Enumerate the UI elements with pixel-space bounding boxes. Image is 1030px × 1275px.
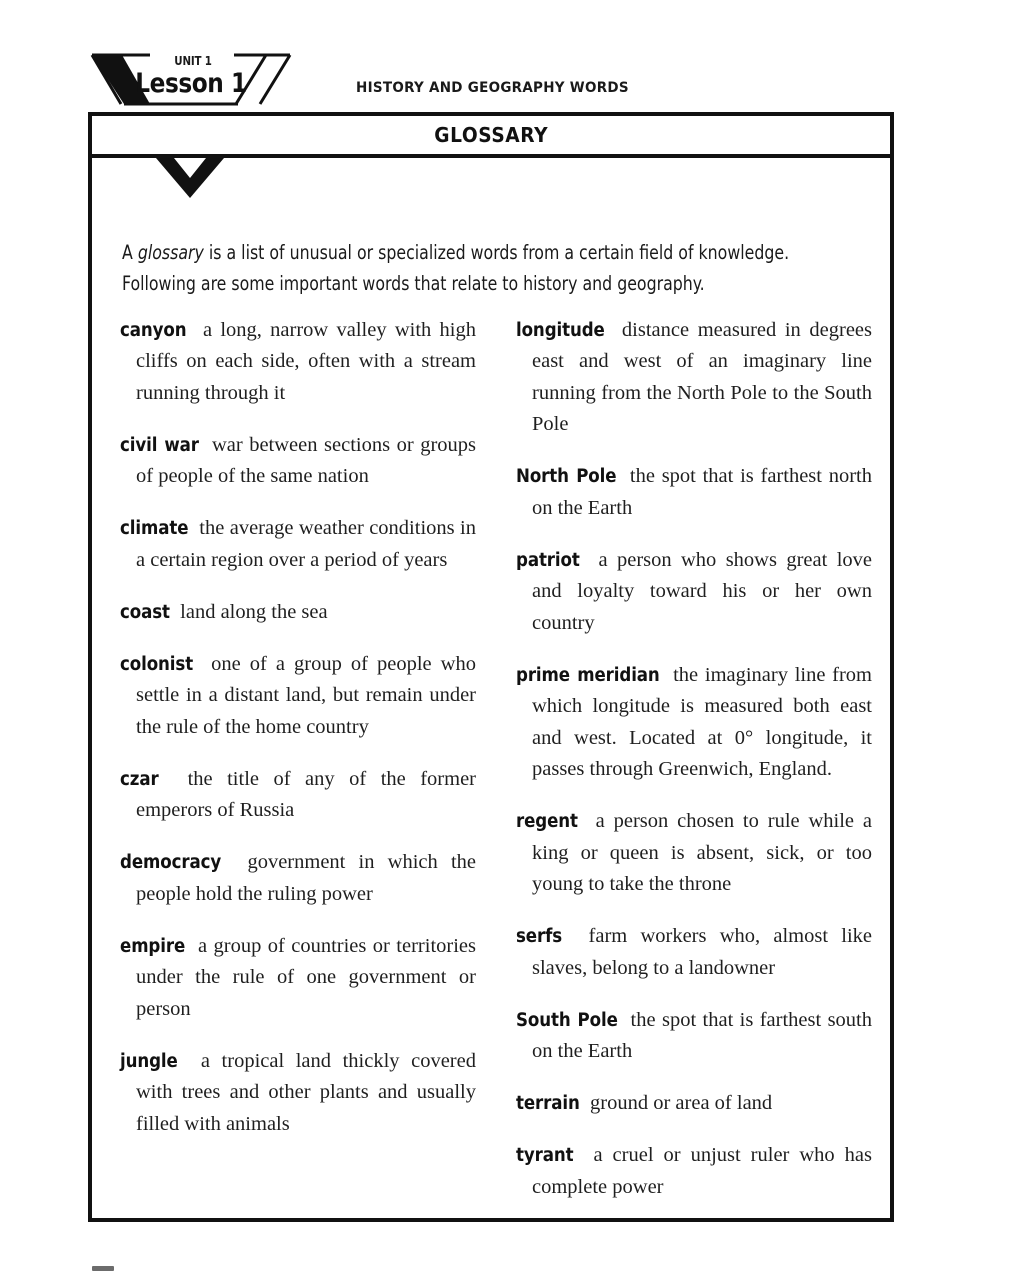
glossary-term: climate xyxy=(120,518,189,539)
glossary-definition: the title of any of the former emperors of Russia xyxy=(136,767,476,821)
glossary-entry xyxy=(120,649,476,744)
glossary-definition: war between sections or groups of people of the same nation xyxy=(136,433,476,487)
glossary-definition: distance measured in degrees east and west of an imaginary line running from the North Pole to the South Pole xyxy=(532,318,872,435)
glossary-term: jungle xyxy=(120,1050,178,1072)
glossary-definition: land along the sea xyxy=(169,600,328,623)
chevron-down-icon xyxy=(150,158,230,198)
intro-before: A xyxy=(122,240,138,264)
glossary-term: canyon xyxy=(120,319,187,341)
glossary-entry xyxy=(120,513,476,576)
glossary-definition: ground or area of land xyxy=(579,1092,773,1114)
glossary-entry xyxy=(516,1005,872,1068)
unit-lesson-ribbon xyxy=(88,50,298,112)
glossary-definition: the spot that is farthest north on the Earth xyxy=(532,465,872,519)
glossary-term: terrain xyxy=(516,1093,580,1114)
glossary-definition: the average weather conditions in a certain region over a period of years xyxy=(136,517,476,571)
glossary-entry xyxy=(516,315,872,441)
glossary-entry xyxy=(120,1046,476,1141)
glossary-term: coast xyxy=(120,601,170,623)
glossary-title-bar xyxy=(92,116,890,158)
glossary-entry xyxy=(120,931,476,1026)
glossary-term: civil war xyxy=(120,434,199,456)
glossary-entry xyxy=(120,315,476,410)
unit-label: UNIT 1 xyxy=(174,53,212,68)
glossary-term: patriot xyxy=(516,549,580,571)
glossary-left-column xyxy=(120,294,476,1203)
glossary-definition: the imaginary line from which longitude is measured both east and west. Located at 0° longitude, it passes through Greenwich, England. xyxy=(532,663,872,780)
glossary-right-column xyxy=(516,294,872,1203)
glossary-content-box xyxy=(88,112,894,1222)
glossary-definition: a group of countries or territories under the rule of one government or person xyxy=(136,934,476,1020)
glossary-entry xyxy=(516,806,872,901)
glossary-definition: a long, narrow valley with high cliffs on each side, often with a stream running through it xyxy=(136,318,476,404)
glossary-term: regent xyxy=(516,811,578,832)
glossary-entry xyxy=(516,660,872,786)
glossary-entry xyxy=(120,597,476,629)
subject-heading: HISTORY AND GEOGRAPHY WORDS xyxy=(356,80,629,96)
glossary-definition: a person who shows great love and loyalty toward his or her own country xyxy=(532,548,872,634)
glossary-entry xyxy=(120,764,476,827)
glossary-term: colonist xyxy=(120,653,194,675)
page-number-fragment xyxy=(92,1266,114,1271)
glossary-term: tyrant xyxy=(516,1145,574,1166)
glossary-term: longitude xyxy=(516,319,605,341)
glossary-term: prime meridian xyxy=(516,664,660,686)
glossary-entry xyxy=(516,1140,872,1203)
lesson-label: Lesson 1 xyxy=(135,68,247,99)
intro-italic-term: glossary xyxy=(137,240,204,264)
glossary-term: North Pole xyxy=(516,466,617,487)
glossary-entry xyxy=(516,921,872,984)
glossary-entry xyxy=(516,1088,872,1120)
page-title: GLOSSARY xyxy=(434,123,548,147)
glossary-columns xyxy=(120,294,872,1203)
glossary-definition: a tropical land thickly covered with trees and other plants and usually filled with animals xyxy=(136,1049,476,1135)
glossary-entry xyxy=(516,545,872,640)
glossary-term: serfs xyxy=(516,926,563,947)
glossary-definition: a cruel or unjust ruler who has complete power xyxy=(532,1144,872,1198)
glossary-entry xyxy=(516,461,872,524)
glossary-term: South Pole xyxy=(516,1009,618,1031)
glossary-term: democracy xyxy=(120,852,222,873)
glossary-definition: farm workers who, almost like slaves, belong to a landowner xyxy=(532,925,872,979)
glossary-definition: a person chosen to rule while a king or queen is absent, sick, or too young to take the throne xyxy=(532,810,872,895)
glossary-term: czar xyxy=(120,768,159,790)
glossary-definition: government in which the people hold the ruling power xyxy=(136,851,476,905)
glossary-term: empire xyxy=(120,935,186,957)
intro-paragraph xyxy=(122,237,793,299)
intro-after: is a list of unusual or specialized words from a certain field of knowledge. Following are some important words that relate to history and geography. xyxy=(122,240,790,295)
glossary-entry xyxy=(120,430,476,493)
glossary-entry xyxy=(120,847,476,910)
glossary-definition: one of a group of people who settle in a distant land, but remain under the rule of the home country xyxy=(136,652,476,738)
glossary-definition: the spot that is farthest south on the Earth xyxy=(532,1008,872,1062)
